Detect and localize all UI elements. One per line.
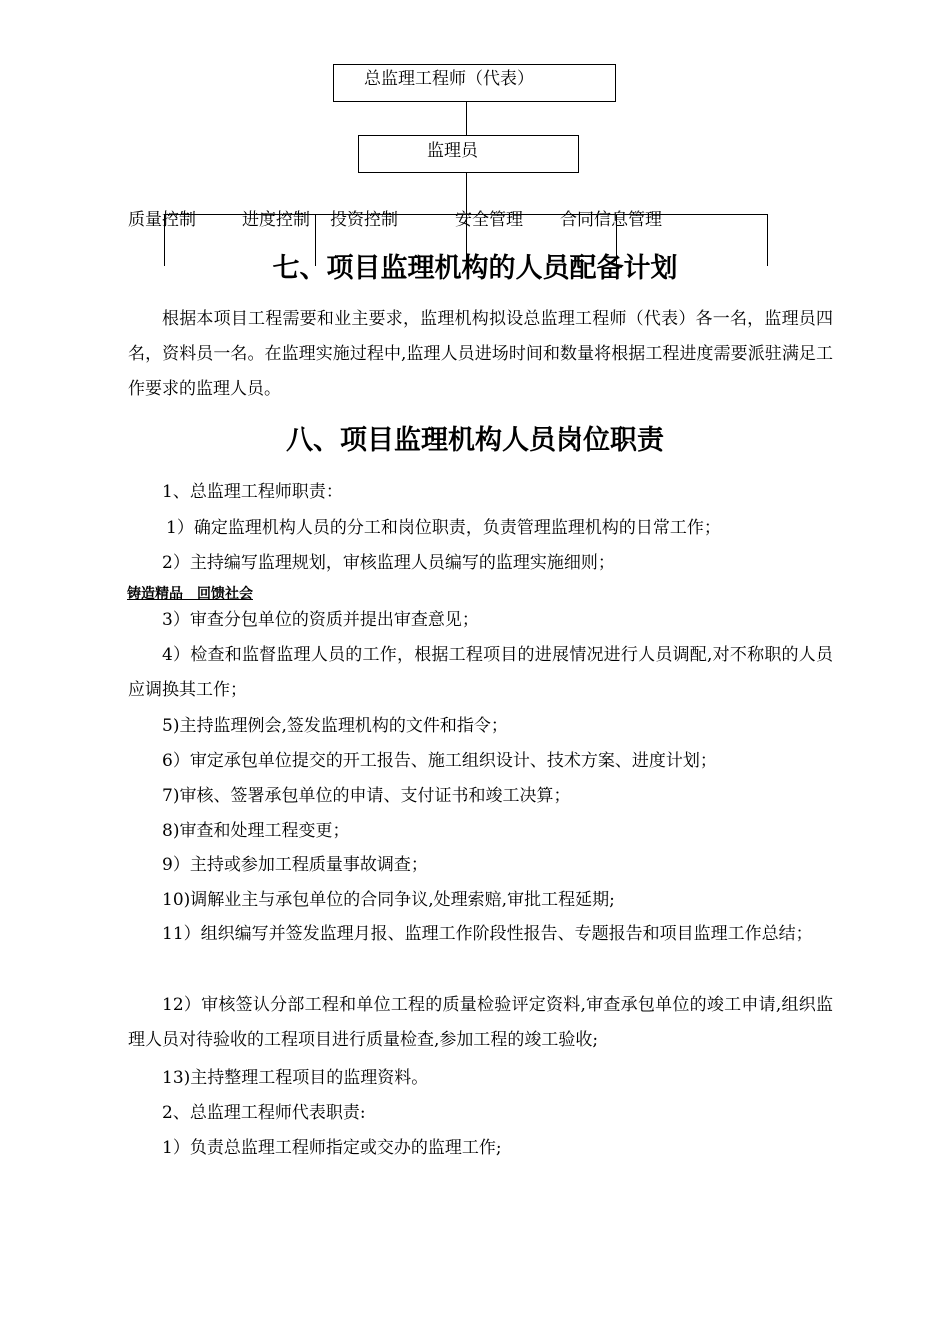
- duty-item: 8)审查和处理工程变更；: [162, 821, 350, 841]
- dept-quality-control: 质量控制: [128, 210, 196, 230]
- section8-heading: 八、项目监理机构人员岗位职责: [286, 425, 664, 456]
- org-box-supervisor: [358, 135, 579, 173]
- duty-item: 9）主持或参加工程质量事故调查；: [162, 855, 428, 875]
- dept-investment-control: 投资控制: [330, 210, 398, 230]
- duty-item: 13)主持整理工程项目的监理资料。: [162, 1068, 429, 1088]
- org-connector-mid: [466, 173, 467, 215]
- dept-safety-management: 安全管理: [455, 210, 523, 230]
- duty-item: 6）审定承包单位提交的开工报告、施工组织设计、技术方案、进度计划；: [162, 751, 717, 771]
- duty-item: 5)主持监理例会,签发监理机构的文件和指令；: [162, 716, 508, 736]
- section7-body: 根据本项目工程需要和业主要求，监理机构拟设总监理工程师（代表）各一名，监理员四名，资料员一名。在监理实施过程中,监理人员进场时间和数量将根据工程进度需要派驻满足工作要求的监理人员。: [128, 309, 833, 399]
- duty-item: 7)审核、签署承包单位的申请、支付证书和竣工决算；: [162, 786, 571, 806]
- duty-item: 11）组织编写并签发监理月报、监理工作阶段性报告、专题报告和项目监理工作总结；: [162, 924, 813, 944]
- watermark-slogan: 铸造精品 回馈社会: [127, 586, 253, 602]
- duty-item: 12）审核签认分部工程和单位工程的质量检验评定资料,审查承包单位的竣工申请,组织监理人员对待验收的工程项目进行质量检查,参加工程的竣工验收;: [128, 995, 833, 1050]
- duty-item: 3）审查分包单位的资质并提出审查意见；: [162, 610, 479, 630]
- duty-item: 1）负责总监理工程师指定或交办的监理工作;: [162, 1138, 502, 1158]
- dept-contract-info-management: 合同信息管理: [560, 210, 662, 230]
- duty-item: 1）确定监理机构人员的分工和岗位职责，负责管理监理机构的日常工作；: [166, 518, 721, 538]
- duty-item: 2）主持编写监理规划，审核监理人员编写的监理实施细则；: [162, 553, 615, 573]
- section7-heading: 七、项目监理机构的人员配备计划: [272, 253, 678, 284]
- org-box-chief-engineer-label: 总监理工程师（代表）: [364, 69, 534, 89]
- duty-item: 10)调解业主与承包单位的合同争议,处理索赔,审批工程延期;: [162, 890, 615, 910]
- org-connector-top: [466, 102, 467, 135]
- dept-schedule-control: 进度控制: [242, 210, 310, 230]
- org-box-supervisor-label: 监理员: [427, 141, 478, 161]
- section8-sub2: 2、总监理工程师代表职责:: [162, 1103, 366, 1123]
- duty-item: 4）检查和监督监理人员的工作，根据工程项目的进展情况进行人员调配,对不称职的人员应调换其工作；: [128, 645, 833, 700]
- org-box-chief-engineer: [333, 64, 616, 102]
- section8-sub1: 1、总监理工程师职责：: [162, 482, 343, 502]
